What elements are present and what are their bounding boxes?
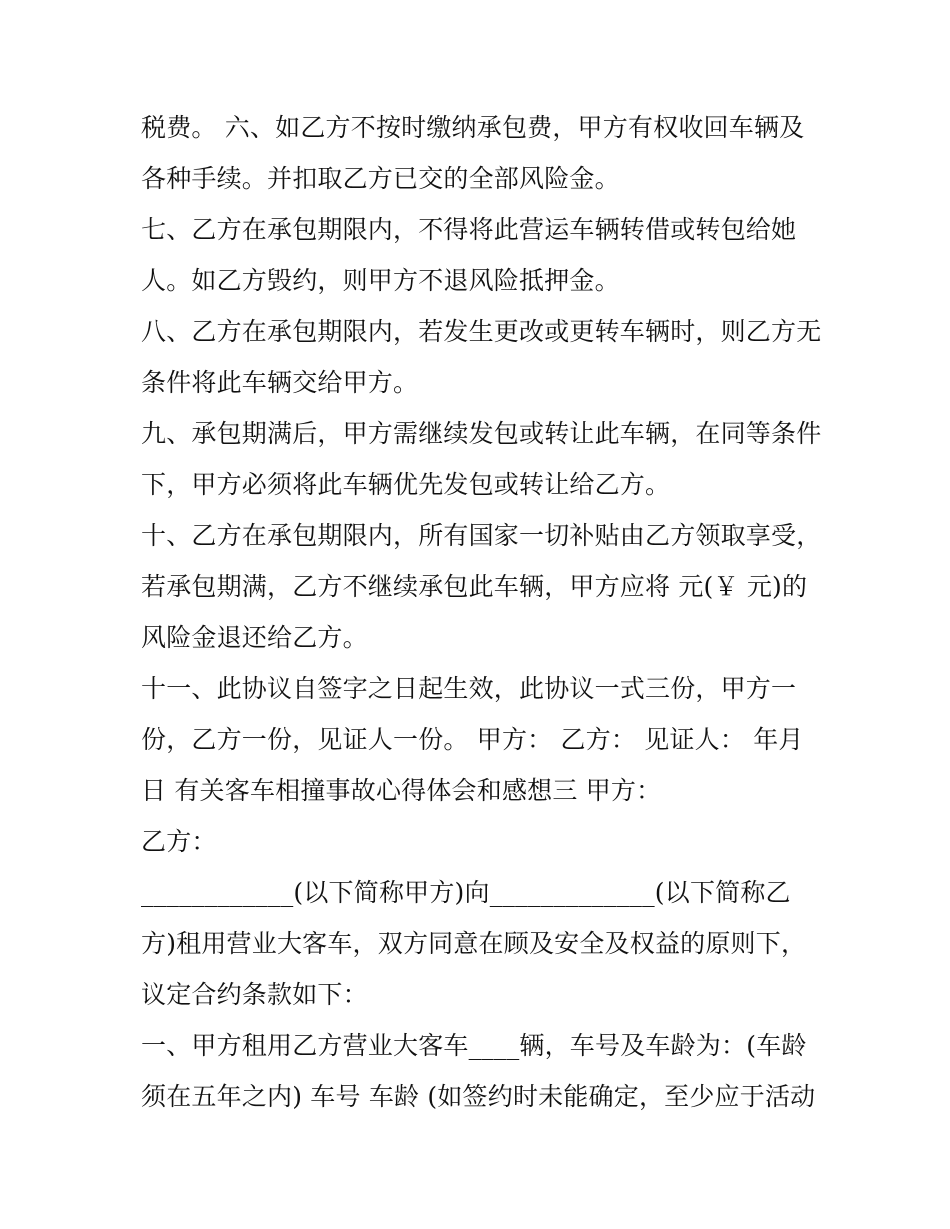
text-line: 日 有关客车相撞事故心得体会和感想三 甲方：: [141, 776, 662, 805]
text-line: 须在五年之内) 车号 车龄 (如签约时未能确定，至少应于活动: [141, 1082, 816, 1111]
text-line: 人。如乙方毁约，则甲方不退风险抵押金。: [141, 266, 620, 295]
text-line: 税费。 六、如乙方不按时缴纳承包费，甲方有权收回车辆及: [141, 113, 805, 142]
text-line: 乙方：: [141, 827, 217, 856]
text-line: 份，乙方一份，见证人一份。 甲方： 乙方： 见证人： 年月: [141, 725, 804, 754]
text-line: 十、乙方在承包期限内，所有国家一切补贴由乙方领取享受，: [141, 521, 822, 550]
text-line: 若承包期满，乙方不继续承包此车辆，甲方应将 元(￥ 元)的: [141, 572, 808, 601]
text-line: 议定合约条款如下：: [141, 980, 368, 1009]
text-line: 七、乙方在承包期限内，不得将此营运车辆转借或转包给她: [141, 215, 797, 244]
text-line: ____________(以下简称甲方)向_____________(以下简称乙: [141, 878, 791, 907]
text-line: 方)租用营业大客车，双方同意在顾及安全及权益的原则下，: [141, 929, 807, 958]
text-line: 各种手续。并扣取乙方已交的全部风险金。: [141, 164, 620, 193]
text-line: 八、乙方在承包期限内，若发生更改或更转车辆时，则乙方无: [141, 317, 822, 346]
text-line: 下，甲方必须将此车辆优先发包或转让给乙方。: [141, 470, 671, 499]
text-line: 风险金退还给乙方。: [141, 623, 368, 652]
text-line: 十一、此协议自签字之日起生效，此协议一式三份，甲方一: [141, 674, 797, 703]
text-line: 一、甲方租用乙方营业大客车____辆，车号及车龄为：(车龄: [141, 1031, 807, 1060]
text-line: 九、承包期满后，甲方需继续发包或转让此车辆，在同等条件: [141, 419, 822, 448]
text-line: 条件将此车辆交给甲方。: [141, 368, 419, 397]
